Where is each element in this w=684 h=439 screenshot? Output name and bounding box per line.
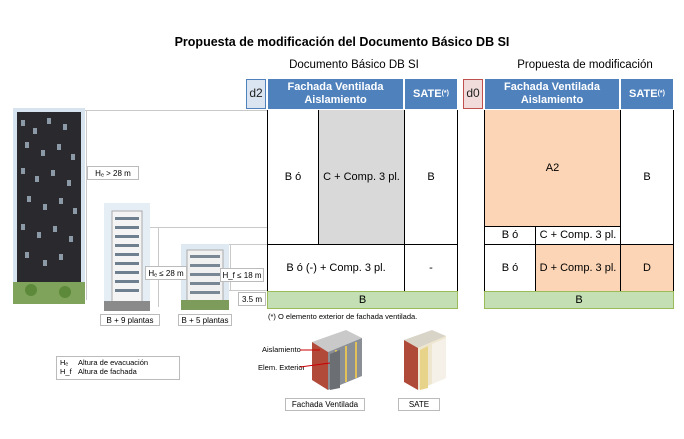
header-sate-label: SATE <box>413 87 442 100</box>
legend-symbol: Hₑ <box>60 358 69 367</box>
left-r3-base: B <box>267 291 458 309</box>
page-title: Propuesta de modificación del Documento Básico DB SI <box>174 35 510 49</box>
building-label-b9: B + 9 plantas <box>100 314 160 326</box>
left-r2-sate: - <box>404 244 458 291</box>
header-fv-line1-right: Fachada Ventilada <box>504 81 600 94</box>
legend-item <box>60 367 176 376</box>
section-right-title: Propuesta de modificación <box>517 59 653 71</box>
legend-item <box>60 358 176 367</box>
right-r1-sate: B <box>620 110 674 244</box>
header-fv-line1: Fachada Ventilada <box>287 81 384 94</box>
left-r1-fachada: B ó <box>267 110 318 244</box>
guide-he-gt <box>86 110 87 300</box>
right-r2-fachada: B ó <box>484 244 535 291</box>
header-fachada-ventilada-left <box>267 78 404 110</box>
height-tag-he-le: Hₑ ≤ 28 m <box>145 266 187 280</box>
header-fv-line2: Aislamiento <box>304 94 367 106</box>
header-sate-right <box>620 78 674 110</box>
right-r2-sate: D <box>620 244 674 291</box>
height-tag-hf-le: H_f ≤ 18 m <box>220 268 264 282</box>
right-r3-base: B <box>484 291 674 309</box>
header-fachada-ventilada-right <box>484 78 620 110</box>
header-sate-left <box>404 78 458 110</box>
legend-text: Altura de evacuación <box>78 358 149 367</box>
callout-aislamiento: Aislamiento <box>262 345 301 354</box>
callout-exterior: Elem. Exterior <box>258 363 306 372</box>
guide-hf <box>230 244 231 290</box>
right-r1b-aislamiento: C + Comp. 3 pl. <box>535 226 620 244</box>
right-r1-a2: A2 <box>484 110 620 226</box>
section-left-title: Documento Básico DB SI <box>289 59 419 71</box>
sate-image <box>398 328 450 394</box>
tall-building-image <box>13 108 85 304</box>
fachada-ventilada-label: Fachada Ventilada <box>285 398 365 411</box>
building-label-b5: B + 5 plantas <box>178 314 232 326</box>
left-r2-fachada-aislamiento: B ó (-) + Comp. 3 pl. <box>267 244 404 291</box>
guide-line-top <box>85 110 267 111</box>
header-sate-sup-right: (*) <box>657 89 665 97</box>
left-r1-aislamiento: C + Comp. 3 pl. <box>318 110 404 244</box>
tag-d0: d0 <box>463 79 483 109</box>
legend-box <box>56 356 180 380</box>
sate-label: SATE <box>398 398 440 411</box>
legend-text: Altura de fachada <box>78 367 137 376</box>
right-r2-aislamiento: D + Comp. 3 pl. <box>535 244 620 291</box>
left-r1-sate: B <box>404 110 458 244</box>
height-tag-he-gt: Hₑ > 28 m <box>87 166 139 180</box>
callout-arrows <box>300 349 340 369</box>
footnote: (*) O elemento exterior de fachada ventilada. <box>268 312 418 321</box>
guide-line-28m <box>150 227 267 228</box>
header-sate-label-right: SATE <box>629 87 658 100</box>
header-fv-line2-right: Aislamiento <box>520 94 584 106</box>
right-r1b-fachada: B ó <box>484 226 535 244</box>
legend-symbol: H_f <box>60 367 72 376</box>
height-tag-base: 3.5 m <box>238 292 266 306</box>
tag-d2: d2 <box>246 79 266 109</box>
header-sate-sup: (*) <box>441 89 449 97</box>
medium-building-image <box>104 203 150 311</box>
